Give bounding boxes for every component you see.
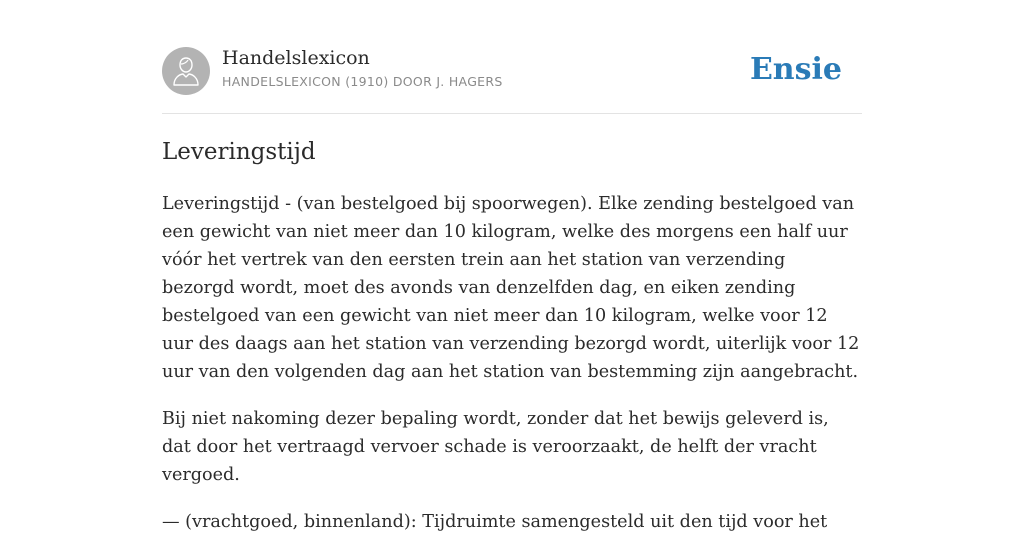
paragraph: — (vrachtgoed, binnenland): Tijdruimte samengesteld uit den tijd voor het [162,512,828,532]
source-header [162,46,862,96]
source-title[interactable]: Handelslexicon [222,47,370,69]
source-subtitle[interactable]: HANDELSLEXICON (1910) DOOR J. HAGERS [222,74,503,89]
divider [162,113,862,114]
article-body [162,190,862,555]
paragraph: Leveringstijd - (van bestelgoed bij spoorwegen). Elke zending bestelgoed van een gewicht van niet meer dan 10 kilogram, welke des morgens een half uur vóór het vertrek van den eersten trein aan het station van verzending bezorgd wordt, moet des avonds van denzelfden dag, en eiken zending bestelgoed van een gewicht van niet meer dan 10 kilogram, welke voor 12 uur des daags aan het station van verzending bezorgd wordt, uiterlijk voor 12 uur van den volgenden dag aan het station van bestemming zijn aangebracht. [162,194,860,382]
article-title: Leveringstijd [162,139,316,165]
brand-logo-link[interactable]: Ensie [749,52,842,87]
paragraph: Bij niet nakoming dezer bepaling wordt, zonder dat het bewijs geleverd is, dat door het vertraagd vervoer schade is veroorzaakt, de helft der vracht vergoed. [162,409,829,485]
user-icon [171,55,201,87]
avatar[interactable] [162,47,210,95]
